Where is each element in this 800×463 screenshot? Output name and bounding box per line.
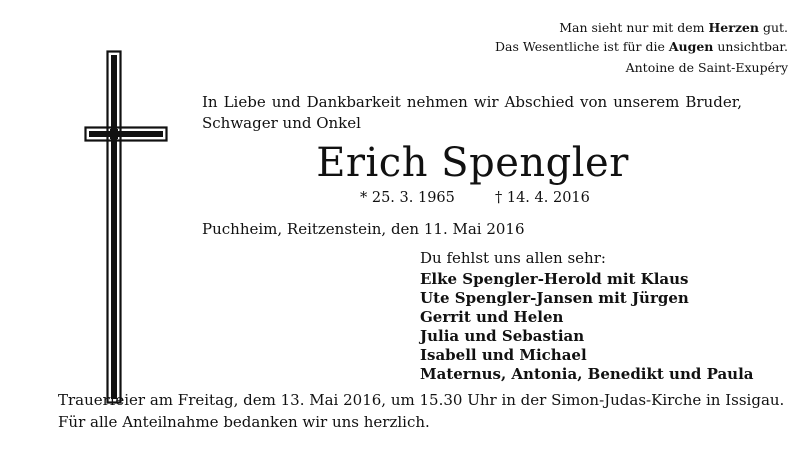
mourner-entry: Elke Spengler-Herold mit Klaus [420,270,689,288]
farewell-intro: In Liebe und Dankbarkeit nehmen wir Abschied von unserem Bruder, Schwager und Onkel [202,93,742,132]
quote-emphasis-herzen: Herzen [708,20,759,35]
mourners-list [420,270,754,384]
mourner-entry: Gerrit und Helen [420,308,564,326]
quote-block [428,18,788,77]
mourner-entry: Julia und Sebastian [420,327,585,345]
quote-line-2: Das Wesentliche ist für die Augen unsichtbar. [495,39,788,54]
cross-icon [84,50,168,404]
thanks-line: Für alle Anteilnahme bedanken wir uns herzlich. [58,413,430,431]
mourner-entry: Ute Spengler-Jansen mit Jürgen [420,289,689,307]
mourner-entry: Isabell und Michael [420,346,587,364]
miss-you-line: Du fehlst uns allen sehr: [420,249,606,267]
death-date: † 14. 4. 2016 [495,190,590,206]
quote-line-1: Man sieht nur mit dem Herzen gut. [559,20,788,35]
quote-author: Antoine de Saint-Exupéry [625,60,788,75]
mourner-entry: Maternus, Antonia, Benedikt und Paula [420,365,754,383]
quote-emphasis-augen: Augen [668,39,714,54]
birth-date: * 25. 3. 1965 [360,190,455,206]
funeral-service-info: Trauerfeier am Freitag, dem 13. Mai 2016, um 15.30 Uhr in der Simon-Judas-Kirche in Issigau. [58,391,785,409]
deceased-name: Erich Spengler [316,140,629,186]
footer-block [58,389,785,433]
place-and-date: Puchheim, Reitzenstein, den 11. Mai 2016 [202,220,525,238]
